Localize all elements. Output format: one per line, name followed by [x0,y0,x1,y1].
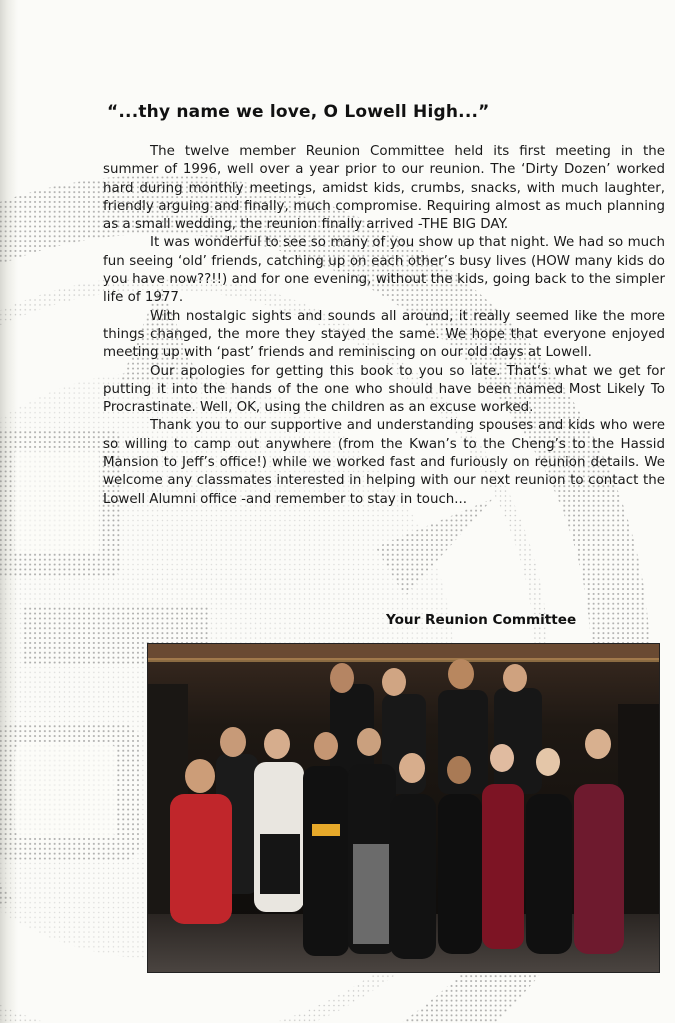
page-title: “...thy name we love, O Lowell High...” [107,102,490,122]
signature: Your Reunion Committee [386,612,577,628]
group-photo-illustration [148,644,659,972]
article-body [103,143,665,509]
group-photo [147,643,660,973]
paragraph: Our apologies for getting this book to you so late. That’s what we get for putting it into the hands of the one who should have been named Most Likely To Procrastinate. Well, OK, using the children as an excuse worked. [103,363,665,416]
paragraph: The twelve member Reunion Committee held its first meeting in the summer of 1996, well over a year prior to our reunion. The ‘Dirty Dozen’ worked hard during monthly meetings, amidst kids, crumbs, snacks, with much laughter, friendly arguing and finally, much compromise. Requiring almost as much planning as a small wedding, the reunion finally arrived -THE BIG DAY. [103,144,665,233]
paragraph: Thank you to our supportive and understanding spouses and kids who were so willing to camp out anywhere (from the Kwan’s to the Cheng’s to the Hassid Mansion to Jeff’s office!) while we worked fast and furiously on reunion details. We welcome any classmates interested in helping with our next reunion to contact the Lowell Alumni office -and remember to stay in touch... [103,418,665,507]
paragraph: It was wonderful to see so many of you show up that night. We had so much fun seeing ‘old’ friends, catching up on each other’s busy lives (HOW many kids do you have now??!!) and for one evening, without the kids, going back to the simpler life of 1977. [103,235,665,306]
paragraph: With nostalgic sights and sounds all around, it really seemed like the more things changed, the more they stayed the same. We hope that everyone enjoyed meeting up with ‘past’ friends and reminiscing on our old days at Lowell. [103,308,665,361]
article [103,102,665,509]
